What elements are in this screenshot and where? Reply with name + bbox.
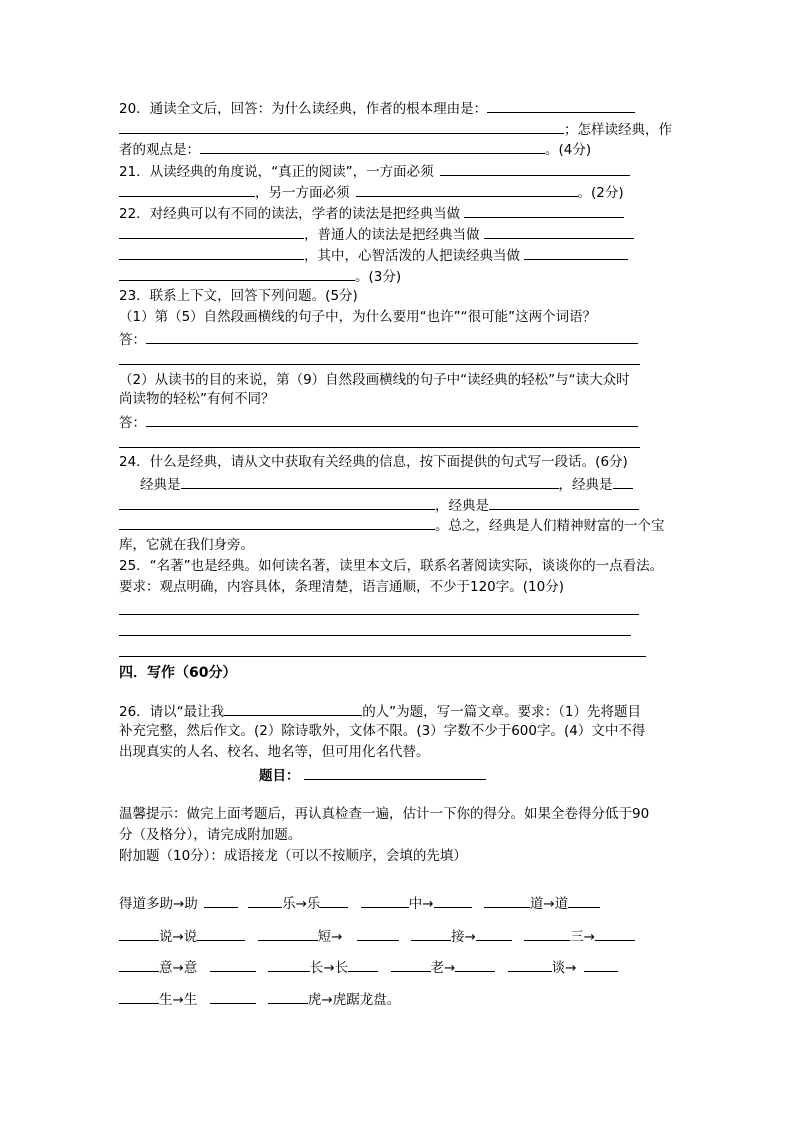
blank[interactable]	[455, 957, 495, 972]
q24-line2	[119, 495, 639, 515]
idiom-row-3	[119, 957, 618, 977]
q20-line3	[119, 139, 591, 159]
topic-label: 题目：	[259, 768, 300, 784]
blank[interactable]	[584, 957, 618, 972]
q24-title: 24．什么是经典，请从文中获取有关经典的信息，按下面提供的句式写一段话。(6分)	[119, 454, 628, 470]
q20-text: ；怎样读经典，作	[564, 122, 672, 138]
q22-text: ，其中，心智活泼的人把读经典当做	[304, 248, 520, 264]
q23-part2b: 尚读物的轻松”有何不同？	[119, 391, 275, 407]
q24-line4: 库，它就在我们身旁。	[119, 537, 254, 553]
blank[interactable]	[119, 515, 435, 530]
blank[interactable]	[440, 161, 630, 176]
blank[interactable]	[258, 926, 318, 941]
idiom-text: 得道多助→助	[119, 896, 198, 912]
idiom-text: 生→生	[159, 992, 198, 1008]
q23-title: 23．联系上下文，回答下列问题。(5分)	[119, 288, 358, 304]
tip-line3: 附加题（10分）：成语接龙（可以不按顺序，会填的先填）	[119, 848, 467, 864]
q21-text: 21．从读经典的角度说，“真正的阅读”，一方面必须	[119, 164, 434, 180]
answer-label: 答：	[119, 415, 146, 431]
idiom-text: 老→	[430, 960, 456, 976]
blank[interactable]	[210, 957, 256, 972]
idiom-text: 乐→乐	[282, 896, 321, 912]
q24-text: 经典是	[140, 477, 181, 493]
q21-line2	[119, 182, 624, 202]
answer-line[interactable]	[119, 656, 646, 657]
q23-part1: （1）第（5）自然段画横线的句子中，为什么要用“也许”“很可能”这两个词语？	[119, 309, 597, 325]
blank[interactable]	[119, 495, 435, 510]
idiom-text: 虎→虎踞龙盘。	[307, 992, 401, 1008]
blank[interactable]	[595, 926, 635, 941]
blank[interactable]	[524, 245, 628, 260]
blank[interactable]	[476, 926, 512, 941]
q26-line3: 出现真实的人名、校名、地名等，但可用化名代替。	[119, 744, 430, 760]
q22-line2	[119, 224, 634, 244]
q20-line2	[119, 119, 672, 139]
idiom-row-4	[119, 989, 400, 1009]
blank[interactable]	[119, 119, 564, 134]
q24-text: ，经典是	[435, 498, 489, 514]
idiom-row-1	[119, 893, 600, 913]
q21-line1	[119, 161, 630, 181]
answer-line[interactable]	[119, 635, 631, 636]
answer-line[interactable]	[119, 364, 640, 365]
idiom-text: 道→道	[529, 896, 569, 912]
blank[interactable]	[391, 957, 431, 972]
q20-text: 。(4分)	[545, 142, 592, 158]
blank[interactable]	[119, 989, 159, 1004]
blank[interactable]	[248, 893, 282, 908]
idiom-text: 谈→	[551, 960, 577, 976]
q20-line1	[119, 98, 635, 118]
idiom-text: 短→	[317, 929, 343, 945]
q24-line3	[119, 515, 665, 535]
q22-line1	[119, 203, 624, 223]
idiom-row-2	[119, 926, 635, 946]
q20-text: 20．通读全文后，回答：为什么读经典，作者的根本理由是：	[119, 101, 488, 117]
tip-line2: 分（及格分），请完成附加题。	[119, 827, 302, 843]
blank[interactable]	[487, 98, 635, 113]
blank[interactable]	[464, 203, 624, 218]
blank[interactable]	[411, 926, 451, 941]
q22-text: 22．对经典可以有不同的读法，学者的读法是把经典当做	[119, 206, 461, 222]
blank[interactable]	[508, 957, 552, 972]
blank[interactable]	[320, 893, 348, 908]
blank[interactable]	[434, 893, 472, 908]
blank[interactable]	[268, 957, 310, 972]
idiom-text: 长→长	[309, 960, 349, 976]
q22-line4	[119, 266, 401, 286]
q20-text: 者的观点是：	[119, 142, 200, 158]
blank[interactable]	[357, 926, 399, 941]
blank[interactable]	[361, 893, 409, 908]
idiom-text: 意→意	[159, 960, 198, 976]
q22-text: ，普通人的读法是把经典当做	[304, 227, 480, 243]
idiom-text: 接→	[451, 929, 476, 945]
blank[interactable]	[484, 224, 634, 239]
blank[interactable]	[119, 224, 304, 239]
answer-line[interactable]	[146, 329, 638, 344]
q23-answer1	[119, 329, 638, 349]
q21-text: ，另一方面必须	[255, 185, 350, 201]
blank[interactable]	[613, 474, 633, 489]
q25-line1: 25．“名著”也是经典。如何读名著，读里本文后，联系名著阅读实际，谈谈你的一点看法。	[119, 558, 664, 574]
q26-line2: 补充完整，然后作文。(2）除诗歌外，文体不限。(3）字数不少于600字。(4）文中不得	[119, 723, 646, 739]
q24-text: ，经典是	[558, 477, 613, 493]
q22-text: 。(3分)	[355, 269, 402, 285]
blank[interactable]	[119, 926, 159, 941]
blank[interactable]	[119, 245, 304, 260]
answer-line[interactable]	[146, 412, 638, 427]
q24-line1	[140, 474, 633, 494]
idiom-text: 三→	[570, 929, 595, 945]
idiom-text: 说→说	[159, 929, 198, 945]
answer-line[interactable]	[119, 614, 639, 615]
topic-line	[259, 765, 486, 785]
blank[interactable]	[210, 989, 256, 1004]
q26-text: 26．请以“最让我	[119, 704, 225, 720]
blank[interactable]	[204, 893, 238, 908]
blank[interactable]	[484, 893, 530, 908]
title-blank[interactable]	[224, 701, 362, 716]
blank[interactable]	[524, 926, 570, 941]
blank[interactable]	[200, 139, 545, 154]
topic-blank[interactable]	[304, 765, 486, 780]
blank[interactable]	[119, 266, 355, 281]
blank[interactable]	[181, 474, 559, 489]
tip-line1: 温馨提示：做完上面考题后，再认真检查一遍，估计一下你的得分。如果全卷得分低于90	[119, 806, 650, 822]
blank[interactable]	[119, 182, 255, 197]
answer-label: 答：	[119, 332, 146, 348]
q23-answer2	[119, 412, 638, 432]
q26-line1	[119, 701, 641, 721]
idiom-text: 中→	[408, 896, 434, 912]
answer-line[interactable]	[119, 447, 640, 448]
section-heading: 四．写作（60分）	[119, 665, 237, 681]
q23-part2a: （2）从读书的目的来说，第（9）自然段画横线的句子中“读经典的轻松”与“读大众时	[119, 372, 630, 388]
q21-text: 。(2分)	[577, 185, 624, 201]
blank[interactable]	[197, 926, 245, 941]
q24-text: 。总之，经典是人们精神财富的一个宝	[435, 518, 665, 534]
q26-text: 的人”为题，写一篇文章。要求：（1）先将题目	[362, 704, 642, 720]
blank[interactable]	[489, 495, 639, 510]
blank[interactable]	[356, 182, 578, 197]
blank[interactable]	[568, 893, 600, 908]
blank[interactable]	[119, 957, 159, 972]
blank[interactable]	[348, 957, 378, 972]
q22-line3	[119, 245, 628, 265]
blank[interactable]	[268, 989, 308, 1004]
q25-line2: 要求：观点明确，内容具体，条理清楚，语言通顺，不少于120字。(10分)	[119, 579, 564, 595]
